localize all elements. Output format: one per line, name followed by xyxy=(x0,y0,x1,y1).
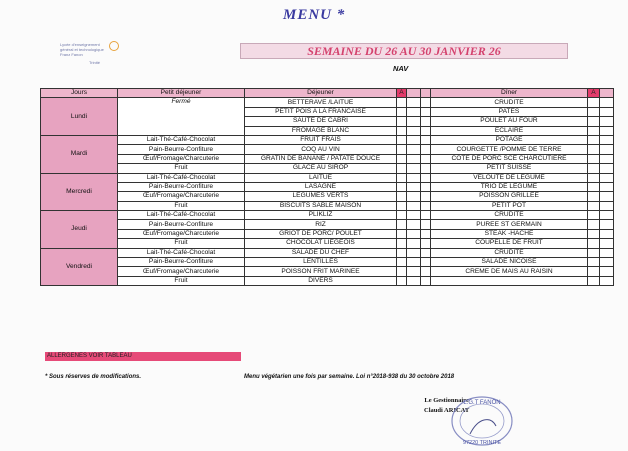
dinner-item: COTE DE PORC SCE CHARCUTIERE xyxy=(431,154,588,163)
table-row xyxy=(41,229,614,238)
allergen-2-cell xyxy=(588,211,600,220)
gap-cell-3 xyxy=(600,192,614,201)
gap-cell-2 xyxy=(421,164,431,173)
dinner-item: COURGETTE /POMME DE TERRE xyxy=(431,145,588,154)
gap-cell-2 xyxy=(421,107,431,116)
allergen-1-cell xyxy=(397,154,407,163)
note-vegetarian: Menu végétarien une fois par semaine. Loi n°2018-938 du 30 octobre 2018 xyxy=(244,374,455,380)
breakfast-item: Œuf/Fromage/Charcuterie xyxy=(118,267,245,276)
allergen-2-cell xyxy=(588,98,600,107)
gap-cell-3 xyxy=(600,276,614,285)
table-row xyxy=(41,267,614,276)
breakfast-item: Lait-Thé-Café-Chocolat xyxy=(118,248,245,257)
allergen-2-cell xyxy=(588,276,600,285)
day-lundi: Lundi xyxy=(41,98,118,136)
lunch-item: LENTILLES xyxy=(245,258,397,267)
dinner-item: COUPELLE DE FRUIT xyxy=(431,239,588,248)
gap-cell-3 xyxy=(600,145,614,154)
gap-cell-2 xyxy=(421,98,431,107)
dinner-item xyxy=(431,276,588,285)
dinner-item: PUREE ST GERMAIN xyxy=(431,220,588,229)
gap-cell xyxy=(407,107,421,116)
gap-cell-2 xyxy=(421,267,431,276)
gap-cell-2 xyxy=(421,154,431,163)
header-gap xyxy=(407,89,421,98)
gap-cell-3 xyxy=(600,164,614,173)
lunch-item: BETTERAVE /LAITUE xyxy=(245,98,397,107)
gap-cell-2 xyxy=(421,201,431,210)
allergen-1-cell xyxy=(397,182,407,191)
table-row xyxy=(41,135,614,144)
allergen-1-cell xyxy=(397,164,407,173)
gap-cell-3 xyxy=(600,211,614,220)
table-row xyxy=(41,192,614,201)
table-row xyxy=(41,201,614,210)
gap-cell-3 xyxy=(600,135,614,144)
gap-cell-3 xyxy=(600,117,614,126)
gap-cell xyxy=(407,258,421,267)
allergen-1-cell xyxy=(397,258,407,267)
breakfast-item: Pain-Beurre-Confiture xyxy=(118,145,245,154)
lunch-item: GRIOT DE PORC/ POULET xyxy=(245,229,397,238)
gap-cell xyxy=(407,211,421,220)
gap-cell xyxy=(407,135,421,144)
allergen-2-cell xyxy=(588,258,600,267)
table-row xyxy=(41,145,614,154)
lunch-item: PLIKLIZ xyxy=(245,211,397,220)
gap-cell xyxy=(407,182,421,191)
allergen-1-cell xyxy=(397,267,407,276)
logo-circle-icon xyxy=(109,41,119,51)
allergen-1-cell xyxy=(397,211,407,220)
gap-cell-2 xyxy=(421,182,431,191)
gap-cell-2 xyxy=(421,173,431,182)
header-gap-2 xyxy=(421,89,431,98)
dinner-item: CREME DE MAIS AU RAISIN xyxy=(431,267,588,276)
gap-cell-2 xyxy=(421,248,431,257)
allergen-1-cell xyxy=(397,192,407,201)
allergen-2-cell xyxy=(588,182,600,191)
allergen-2-cell xyxy=(588,107,600,116)
dinner-item: CRUDITE xyxy=(431,98,588,107)
gap-cell xyxy=(407,154,421,163)
dinner-item: PETIT POT xyxy=(431,201,588,210)
allergen-2-cell xyxy=(588,239,600,248)
gap-cell-3 xyxy=(600,229,614,238)
breakfast-item: Œuf/Fromage/Charcuterie xyxy=(118,192,245,201)
gap-cell xyxy=(407,98,421,107)
breakfast-item: Lait-Thé-Café-Chocolat xyxy=(118,135,245,144)
allergen-1-cell xyxy=(397,239,407,248)
gap-cell xyxy=(407,201,421,210)
day-jeudi: Jeudi xyxy=(41,211,118,249)
allergen-2-cell xyxy=(588,154,600,163)
gap-cell xyxy=(407,248,421,257)
table-row xyxy=(41,154,614,163)
allergen-1-cell xyxy=(397,248,407,257)
breakfast-item: Œuf/Fromage/Charcuterie xyxy=(118,229,245,238)
dinner-item: POULET AU FOUR xyxy=(431,117,588,126)
breakfast-item: Pain-Beurre-Confiture xyxy=(118,220,245,229)
gap-cell-3 xyxy=(600,248,614,257)
official-stamp xyxy=(448,394,516,448)
table-row xyxy=(41,220,614,229)
signature-name: Claudi ARICAT xyxy=(424,407,470,414)
allergen-1-cell xyxy=(397,229,407,238)
gap-cell xyxy=(407,145,421,154)
menu-table xyxy=(40,88,614,286)
table-header-row xyxy=(41,89,614,98)
allergen-2-cell xyxy=(588,145,600,154)
table-row xyxy=(41,182,614,191)
allergen-2-cell xyxy=(588,220,600,229)
gap-cell-3 xyxy=(600,182,614,191)
allergen-1-cell xyxy=(397,135,407,144)
gap-cell xyxy=(407,173,421,182)
day-vendredi: Vendredi xyxy=(41,248,118,286)
breakfast-item: Lait-Thé-Café-Chocolat xyxy=(118,211,245,220)
gap-cell xyxy=(407,276,421,285)
dinner-item: POISSON GRILLEE xyxy=(431,192,588,201)
dinner-item: PATES xyxy=(431,107,588,116)
stamp-bottom-text: 97220 TRINITE xyxy=(462,440,502,446)
day-mardi: Mardi xyxy=(41,135,118,173)
dinner-item: VELOUTE DE LEGUME xyxy=(431,173,588,182)
stamp-top-text: L.G.T FANON xyxy=(463,400,501,406)
gap-cell xyxy=(407,126,421,135)
lunch-item: LASAGNE xyxy=(245,182,397,191)
school-logo xyxy=(57,38,123,68)
table-row xyxy=(41,211,614,220)
lunch-item: GLACE AU SIROP xyxy=(245,164,397,173)
gap-cell-2 xyxy=(421,126,431,135)
allergen-2-cell xyxy=(588,126,600,135)
week-banner: SEMAINE DU 26 AU 30 JANVIER 26 xyxy=(240,43,568,59)
gap-cell-3 xyxy=(600,173,614,182)
dinner-item: TRIO DE LEGUME xyxy=(431,182,588,191)
header-allergen-1: A xyxy=(397,89,407,98)
dinner-item: PETIT SUISSE xyxy=(431,164,588,173)
allergen-2-cell xyxy=(588,135,600,144)
lunch-item: SALADE DU CHEF xyxy=(245,248,397,257)
table-row xyxy=(41,173,614,182)
menu-title: MENU * xyxy=(283,7,346,23)
breakfast-item: Pain-Beurre-Confiture xyxy=(118,258,245,267)
gap-cell xyxy=(407,229,421,238)
header-diner: Dîner xyxy=(431,89,588,98)
gap-cell xyxy=(407,192,421,201)
dinner-item: POTAGE xyxy=(431,135,588,144)
lunch-item: FROMAGE BLANC xyxy=(245,126,397,135)
lunch-item: BISCUITS SABLE MAISON xyxy=(245,201,397,210)
site-label: NAV xyxy=(393,64,409,73)
dinner-item: CRUDITE xyxy=(431,211,588,220)
gap-cell-2 xyxy=(421,135,431,144)
breakfast-item: Œuf/Fromage/Charcuterie xyxy=(118,154,245,163)
gap-cell xyxy=(407,239,421,248)
table-row xyxy=(41,164,614,173)
lunch-item: SAUTE DE CABRI xyxy=(245,117,397,126)
gap-cell-2 xyxy=(421,258,431,267)
gap-cell-3 xyxy=(600,239,614,248)
breakfast-closed: Fermé xyxy=(118,98,245,136)
allergen-2-cell xyxy=(588,192,600,201)
lunch-item: POISSON FRIT MARINEE xyxy=(245,267,397,276)
lunch-item: PETIT POIS A LA FRANCAISE xyxy=(245,107,397,116)
allergen-1-cell xyxy=(397,276,407,285)
lunch-item: GRATIN DE BANANE / PATATE DOUCE xyxy=(245,154,397,163)
breakfast-item: Fruit xyxy=(118,276,245,285)
dinner-item: SALADE NICOISE xyxy=(431,258,588,267)
gap-cell xyxy=(407,164,421,173)
gap-cell xyxy=(407,220,421,229)
signature-role: Le Gestionnaire xyxy=(424,397,469,404)
header-gap-3 xyxy=(600,89,614,98)
gap-cell-2 xyxy=(421,117,431,126)
menu-body xyxy=(41,98,614,286)
gap-cell-2 xyxy=(421,192,431,201)
lunch-item: COQ AU VIN xyxy=(245,145,397,154)
table-row xyxy=(41,276,614,285)
gap-cell-2 xyxy=(421,220,431,229)
breakfast-item: Fruit xyxy=(118,164,245,173)
allergen-1-cell xyxy=(397,173,407,182)
gap-cell-2 xyxy=(421,211,431,220)
header-petit-dejeuner: Petit déjeuner xyxy=(118,89,245,98)
breakfast-item: Lait-Thé-Café-Chocolat xyxy=(118,173,245,182)
allergen-2-cell xyxy=(588,201,600,210)
lunch-item: LEGUMES VERTS xyxy=(245,192,397,201)
logo-text: Lycée d'enseignement général et technologique Franz Fanon xyxy=(60,42,104,57)
lunch-item: DIVERS xyxy=(245,276,397,285)
header-allergen-2: A xyxy=(588,89,600,98)
day-mercredi: Mercredi xyxy=(41,173,118,211)
gap-cell-2 xyxy=(421,239,431,248)
gap-cell xyxy=(407,117,421,126)
gap-cell-3 xyxy=(600,220,614,229)
gap-cell-2 xyxy=(421,229,431,238)
dinner-item: ECLAIRE xyxy=(431,126,588,135)
dinner-item: CRUDITE xyxy=(431,248,588,257)
breakfast-item: Pain-Beurre-Confiture xyxy=(118,182,245,191)
allergen-2-cell xyxy=(588,248,600,257)
allergen-bar: ALLERGENES VOIR TABLEAU xyxy=(45,352,241,361)
gap-cell-3 xyxy=(600,258,614,267)
gap-cell-2 xyxy=(421,276,431,285)
allergen-2-cell xyxy=(588,117,600,126)
allergen-1-cell xyxy=(397,145,407,154)
lunch-item: LAITUE xyxy=(245,173,397,182)
note-reserves: * Sous réserves de modifications. xyxy=(45,374,142,380)
allergen-1-cell xyxy=(397,220,407,229)
lunch-item: RIZ xyxy=(245,220,397,229)
breakfast-item: Fruit xyxy=(118,239,245,248)
gap-cell-3 xyxy=(600,267,614,276)
allergen-1-cell xyxy=(397,201,407,210)
gap-cell-3 xyxy=(600,201,614,210)
allergen-2-cell xyxy=(588,267,600,276)
allergen-2-cell xyxy=(588,164,600,173)
gap-cell-3 xyxy=(600,154,614,163)
allergen-1-cell xyxy=(397,98,407,107)
header-dejeuner: Déjeuner xyxy=(245,89,397,98)
allergen-1-cell xyxy=(397,107,407,116)
gap-cell-3 xyxy=(600,98,614,107)
logo-subtext: Trinité xyxy=(89,60,100,65)
breakfast-item: Fruit xyxy=(118,201,245,210)
table-row xyxy=(41,239,614,248)
allergen-2-cell xyxy=(588,173,600,182)
gap-cell-3 xyxy=(600,126,614,135)
table-row xyxy=(41,98,614,107)
allergen-2-cell xyxy=(588,229,600,238)
dinner-item: STEAK -HACHE xyxy=(431,229,588,238)
header-jours: Jours xyxy=(41,89,118,98)
gap-cell-3 xyxy=(600,107,614,116)
lunch-item: FRUIT FRAIS xyxy=(245,135,397,144)
table-row xyxy=(41,248,614,257)
gap-cell xyxy=(407,267,421,276)
lunch-item: CHOCOLAT LIEGEOIS xyxy=(245,239,397,248)
allergen-1-cell xyxy=(397,126,407,135)
table-row xyxy=(41,258,614,267)
gap-cell-2 xyxy=(421,145,431,154)
allergen-1-cell xyxy=(397,117,407,126)
